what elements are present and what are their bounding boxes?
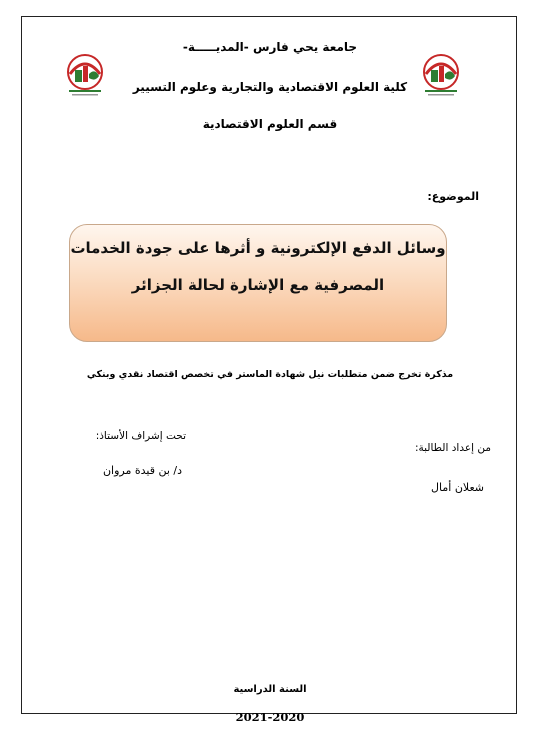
thesis-title-box xyxy=(69,224,447,342)
academic-year-value: 2021-2020 xyxy=(235,710,305,724)
supervisor-name: د/ بن قيدة مروان xyxy=(102,464,182,477)
university-logo-right xyxy=(419,52,463,98)
supervisor-label: تحت إشراف الأستاذ: xyxy=(95,430,186,442)
university-name: جامعة يحي فارس -المديـــــة- xyxy=(182,40,358,54)
department-name: قسم العلوم الاقتصادية xyxy=(202,117,338,131)
student-name: شعلان أمال xyxy=(431,481,484,494)
university-logo-left xyxy=(63,52,107,98)
academic-year-label: السنة الدراسية xyxy=(233,684,307,695)
university-emblem-icon xyxy=(63,52,107,98)
faculty-name: كلية العلوم الاقتصادية والتجارية وعلوم التسيير xyxy=(132,80,408,94)
subject-label: الموضوع: xyxy=(427,190,479,203)
thesis-title-line-1: وسائل الدفع الإلكترونية و أثرها على جودة الخدمات xyxy=(70,239,446,257)
university-emblem-icon xyxy=(419,52,463,98)
thesis-title-line-2: المصرفية مع الإشارة لحالة الجزائر xyxy=(131,276,385,294)
thesis-note: مذكرة تخرج ضمن متطلبات نيل شهادة الماستر في تخصص اقتصاد نقدي وبنكي xyxy=(86,369,454,380)
student-label: من إعداد الطالبة: xyxy=(414,442,491,454)
